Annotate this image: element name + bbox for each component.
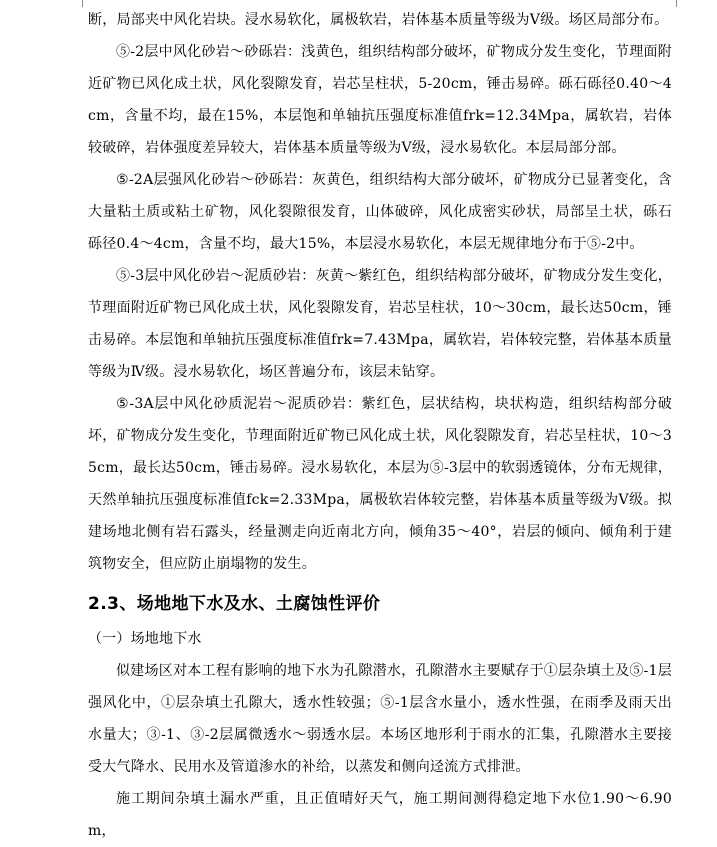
section-title: 2.3、场地地下水及水、土腐蚀性评价 [88,594,381,614]
page-margin-mark-right [676,0,677,7]
paragraph-layer-5-3a: ⑤-3A层中风化砂质泥岩～泥质砂岩：紫红色，层状结构，块状构造，组织结构部分破坏，矿物成分发生变化，节理面附近矿物已风化成土状，风化裂隙发育，岩芯呈柱状，10～35cm，最长达50cm，锤击易碎。浸水易软化，本层为⑤-3层中的软弱透镜体，分布无规律，天然单轴抗压强度标准值fck=2.33Mpa，属极软岩体较完整，岩体基本质量等级为Ⅴ级。拟建场地北侧有岩石露头，经量测走向近南北方向，倾角35～40°，岩层的倾向、倾角利于建筑物安全，但应防止崩塌物的发生。 [88,396,672,572]
page-margin-mark-left [82,0,83,7]
paragraph-layer-5-2: ⑤-2层中风化砂岩～砂砾岩：浅黄色，组织结构部分破坏，矿物成分发生变化，节理面附近矿物已风化成土状，风化裂隙发育，岩芯呈柱状，5-20cm，锤击易碎。砾石砾径0.40～4cm，含量不均，最在15%，本层饱和单轴抗压强度标准值frk=12.34Mpa，属软岩，岩体较破碎，岩体强度差异较大，岩体基本质量等级为Ⅴ级，浸水易软化。本层局部分部。 [88,44,672,156]
sub-title: （一）场地地下水 [88,631,202,647]
paragraph-bottom-line: 施工期间杂填土漏水严重，且正值晴好天气，施工期间测得稳定地下水位1.90～6.90m， [88,791,672,839]
paragraph-layer-5-2a: ⑤-2A层强风化砂岩～砂砾岩：灰黄色，组织结构大部分破坏，矿物成分已显著变化，含大量粘土质或粘土矿物，风化裂隙很发育，山体破碎，风化成密实砂状，局部呈土状，砾石砾径0.4～4cm，含量不均，最大15%，本层浸水易软化，本层无规律地分布于⑤-2中。 [88,172,672,252]
body-text-upper [88,4,672,580]
paragraph-layer-5-3: ⑤-3层中风化砂岩～泥质砂岩：灰黄～紫红色，组织结构部分破坏，矿物成分发生变化，节理面附近矿物已风化成土状，风化裂隙发育，岩芯呈柱状，10～30cm，最长达50cm，锤击易碎。本层饱和单轴抗压强度标准值frk=7.43Mpa，属软岩，岩体较完整，岩体基本质量等级为Ⅳ级。浸水易软化，场区普遍分布，该层未钻穿。 [88,268,672,380]
section-groundwater [88,590,672,847]
paragraph-top-line: 断，局部夹中风化岩块。浸水易软化，属极软岩，岩体基本质量等级为Ⅴ级。场区局部分布。 [88,12,669,28]
paragraph-groundwater: 似建场区对本工程有影响的地下水为孔隙潜水，孔隙潜水主要赋存于①层杂填土及⑤-1层强风化中，①层杂填土孔隙大，透水性较强；⑤-1层含水量小，透水性强，在雨季及雨天出水量大；③-1、③-2层属微透水～弱透水层。本场区地形利于雨水的汇集，孔隙潜水主要接受大气降水、民用水及管道渗水的补给，以蒸发和侧向迳流方式排泄。 [88,663,672,775]
